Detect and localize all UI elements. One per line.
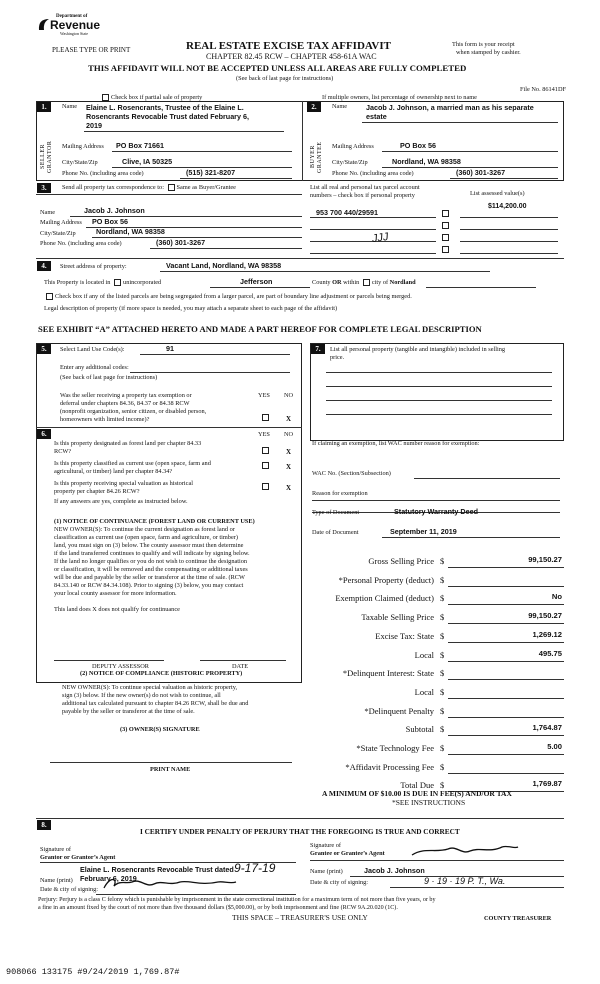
corr-phone: (360) 301-3267 xyxy=(156,238,206,247)
segregated-checkbox[interactable] xyxy=(46,293,53,300)
s5-q1-yes-checkbox[interactable] xyxy=(262,414,269,421)
assessed-header: List assessed value(s) xyxy=(470,190,525,197)
partial-sale-checkbox[interactable] xyxy=(102,94,109,101)
minimum-fee: A MINIMUM OF $10.00 IS DUE IN FEE(S) AND/OR TAX xyxy=(322,789,512,798)
fin-dollar-0: $ xyxy=(440,556,445,566)
fin-dollar-5: $ xyxy=(440,650,445,660)
grantor-name-1: Elaine L. Rosencrants, Trustee of the Elaine L. xyxy=(86,103,244,112)
fin-label-12: Total Due xyxy=(400,780,434,790)
receipt-note-2: when stamped by cashier. xyxy=(456,49,521,56)
fin-label-1: *Personal Property (deduct) xyxy=(338,575,434,585)
form-warning: THIS AFFIDAVIT WILL NOT BE ACCEPTED UNLESS ALL AREAS ARE FULLY COMPLETED xyxy=(88,63,467,73)
parcels-header-1: List all real and personal tax parcel account xyxy=(310,184,420,191)
fin-dollar-1: $ xyxy=(440,575,445,585)
fin-label-2: Exemption Claimed (deduct) xyxy=(335,593,434,603)
grantee-mailing: PO Box 56 xyxy=(400,141,436,150)
s6-q2-yes-checkbox[interactable] xyxy=(262,462,269,469)
grantee-name-2: estate xyxy=(366,112,387,121)
fin-label-11: *Affidavit Processing Fee xyxy=(345,762,434,772)
fin-label-7: Local xyxy=(414,687,434,697)
s5-q1-answer: X xyxy=(286,415,292,423)
fin-label-3: Taxable Selling Price xyxy=(361,612,434,622)
fin-dollar-12: $ xyxy=(440,780,445,790)
fin-value-0: 99,150.27 xyxy=(528,555,562,564)
fin-label-6: *Delinquent Interest: State xyxy=(342,668,434,678)
fin-dollar-7: $ xyxy=(440,687,445,697)
section-7-number: 7. xyxy=(311,344,325,354)
certify-statement: I CERTIFY UNDER PENALTY OF PERJURY THAT THE FOREGOING IS TRUE AND CORRECT xyxy=(140,827,460,836)
fin-label-9: Subtotal xyxy=(405,724,434,734)
location-line: This Property is located in unincorporated xyxy=(44,279,162,286)
grantee-signature-icon xyxy=(410,841,520,861)
section-4-number: 4. xyxy=(37,261,51,271)
fin-value-2: No xyxy=(551,592,562,601)
continuance-line: This land does X does not qualify for continuance xyxy=(54,606,180,613)
section-3-number: 3. xyxy=(37,183,51,193)
s6-q1-yes-checkbox[interactable] xyxy=(262,447,269,454)
personal-property-checkbox-4[interactable] xyxy=(442,246,449,253)
fin-value-3: 99,150.27 xyxy=(528,611,562,620)
section-2-number: 2. xyxy=(307,102,321,112)
personal-property-checkbox-2[interactable] xyxy=(442,222,449,229)
section-5-number: 5. xyxy=(37,344,51,354)
county-treasurer: COUNTY TREASURER xyxy=(484,915,552,922)
logo-name: Revenue xyxy=(50,18,101,32)
document-type: Statutory Warranty Deed xyxy=(394,507,479,516)
grantee-city: Nordland, WA 98358 xyxy=(392,157,461,166)
grantee-print-name: Jacob J. Johnson xyxy=(364,866,425,875)
grantor-signature-icon xyxy=(100,872,240,894)
fin-value-4: 1,269.12 xyxy=(532,630,562,639)
county-line: County OR within city of Nordland xyxy=(312,279,416,286)
fin-dollar-9: $ xyxy=(440,724,445,734)
s6-q1-answer: X xyxy=(286,448,292,456)
fin-value-5: 495.75 xyxy=(538,649,562,658)
fin-value-9: 1,764.87 xyxy=(532,723,562,732)
form-title: REAL ESTATE EXCISE TAX AFFIDAVIT xyxy=(186,40,391,52)
personal-property-checkbox-3[interactable] xyxy=(442,234,449,241)
fin-dollar-8: $ xyxy=(440,706,445,716)
fin-value-12: 1,769.87 xyxy=(532,779,562,788)
fin-label-4: Excise Tax: State xyxy=(375,631,434,641)
corr-city: Nordland, WA 98358 xyxy=(96,227,165,236)
grantor-name-3: 2019 xyxy=(86,121,102,130)
treasurer-note: THIS SPACE – TREASURER'S USE ONLY xyxy=(232,913,368,922)
fin-value-10: 5.00 xyxy=(547,742,562,751)
grantee-phone: (360) 301-3267 xyxy=(456,168,506,177)
grantee-sign-date: 9 · 19 · 19 P. T., Wa. xyxy=(424,876,506,886)
s6-q2-answer: X xyxy=(286,463,292,471)
fin-dollar-11: $ xyxy=(440,762,445,772)
see-instructions: *SEE INSTRUCTIONS xyxy=(392,798,466,807)
section-8-number: 8. xyxy=(37,820,51,830)
receipt-note-1: This form is your receipt xyxy=(452,41,515,48)
form-chapter: CHAPTER 82.45 RCW – CHAPTER 458-61A WAC xyxy=(206,52,377,61)
grantor-city: Clive, IA 50325 xyxy=(122,157,173,166)
corr-mailing: PO Box 56 xyxy=(92,217,128,226)
print-name-label: PRINT NAME xyxy=(150,766,191,773)
notice-compliance-title: (2) NOTICE OF COMPLIANCE (HISTORIC PROPERTY) xyxy=(80,670,243,677)
grantor-mailing: PO Box 71661 xyxy=(116,141,164,150)
please-type: PLEASE TYPE OR PRINT xyxy=(52,46,131,54)
fin-label-8: *Delinquent Penalty xyxy=(364,706,434,716)
section-6-number: 6. xyxy=(37,429,51,439)
partial-sale: Check box if partial sale of property xyxy=(100,94,202,101)
s6-q3-answer: X xyxy=(286,484,292,492)
grantor-print-2: February 6, 2019 xyxy=(80,874,137,883)
grantor-name-2: Rosencrants Revocable Trust dated February 6, xyxy=(86,112,249,121)
perjury-2: a fine in an amount fixed by the court of not more than five thousand dollars ($5,000.00), or by both imprisonment and fine (RCW 9A.20.020 (1C). xyxy=(38,905,398,911)
fin-dollar-4: $ xyxy=(440,631,445,641)
handwritten-initials: JJJ xyxy=(371,230,390,246)
fin-label-0: Gross Selling Price xyxy=(368,556,434,566)
document-date: September 11, 2019 xyxy=(390,527,457,536)
see-back: (See back of last page for instructions) xyxy=(236,75,334,82)
parcel-number: 953 700 440/29591 xyxy=(316,208,378,217)
fin-dollar-3: $ xyxy=(440,612,445,622)
s6-q3-yes-checkbox[interactable] xyxy=(262,483,269,490)
corr-name: Jacob J. Johnson xyxy=(84,206,145,215)
segregated-line: Check box if any of the listed parcels are being segregated from a larger parcel, are part of boundary line adjustment or parcels being merged. xyxy=(44,293,412,300)
parcels-header-2: numbers – check box if personal property xyxy=(310,192,415,199)
logo-state: Washington State xyxy=(60,31,89,36)
same-as-buyer-checkbox[interactable] xyxy=(168,184,175,191)
land-use-code: 91 xyxy=(166,344,174,353)
grantor-sign-date: 9-17-19 xyxy=(234,861,276,875)
fin-dollar-10: $ xyxy=(440,743,445,753)
cashier-stamp: 908066 133175 #9/24/2019 1,769.87# xyxy=(6,967,180,977)
legal-description: Legal description of property (if more space is needed, you may attach a separate sheet to each page of the affidavit) xyxy=(44,305,338,312)
grantee-name-1: Jacob J. Johnson, a married man as his separate xyxy=(366,103,534,112)
notice-continuance-title: (1) NOTICE OF CONTINUANCE (FOREST LAND OR CURRENT USE) xyxy=(54,518,255,525)
owner-signature-label: (3) OWNER(S) SIGNATURE xyxy=(120,726,200,733)
personal-property-checkbox-1[interactable] xyxy=(442,210,449,217)
fin-label-10: *State Technology Fee xyxy=(356,743,434,753)
unincorporated-checkbox[interactable] xyxy=(114,279,121,286)
section-1-number: 1. xyxy=(37,102,51,112)
fin-dollar-6: $ xyxy=(440,668,445,678)
revenue-logo xyxy=(36,14,102,38)
right-lower-box xyxy=(310,343,564,441)
logo-dept: Department of xyxy=(56,14,88,19)
seller-grantor-label: SELLER GRANTOR xyxy=(40,140,53,174)
perjury-1: Perjury: Perjury is a class C felony which is punishable by imprisonment in the state correctional institution for a maximum term of not more than five years, or by xyxy=(38,897,436,903)
file-no: File No. 86141DF xyxy=(520,86,567,93)
exhibit-statement: SEE EXHIBIT “A” ATTACHED HERETO AND MADE A PART HEREOF FOR COMPLETE LEGAL DESCRIPTION xyxy=(38,324,482,334)
grantor-phone: (515) 321-8207 xyxy=(186,168,236,177)
multi-owner-note: If multiple owners, list percentage of ownership next to name xyxy=(322,94,477,101)
fin-label-5: Local xyxy=(414,650,434,660)
assessed-value: $114,200.00 xyxy=(488,203,527,210)
correspondence-text: Send all property tax correspondence to: Same as Buyer/Grantee xyxy=(62,184,236,191)
property-street: Vacant Land, Nordland, WA 98358 xyxy=(166,261,282,270)
county-name: Jefferson xyxy=(240,277,273,286)
city-checkbox[interactable] xyxy=(363,279,370,286)
grantor-print-1: Elaine L. Rosencrants Revocable Trust dated xyxy=(80,865,234,874)
fin-dollar-2: $ xyxy=(440,593,445,603)
buyer-grantee-label: BUYER GRANTEE xyxy=(310,141,323,173)
